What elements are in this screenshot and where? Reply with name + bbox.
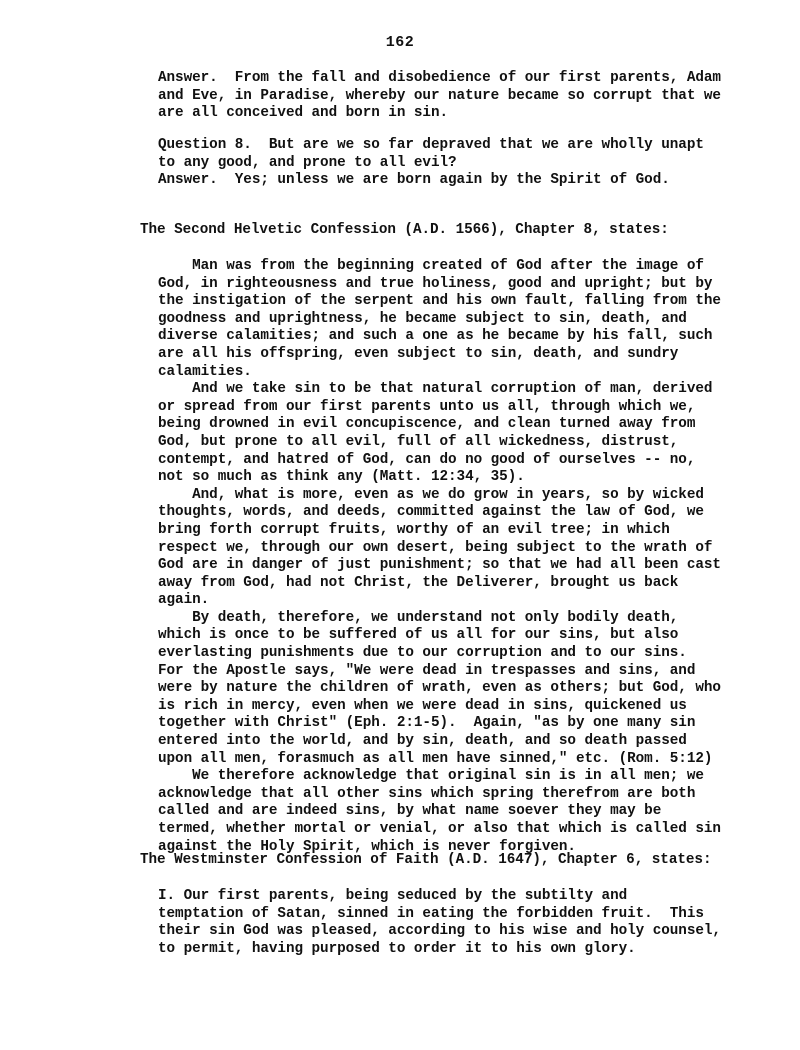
westminster-confession-quote: I. Our first parents, being seduced by the subtilty and temptation of Satan, sinned in eating the forbidden fruit. This their sin God was pleased, according to his wise and holy counsel, to permit, having purposed to order it to his own glory. (158, 888, 721, 957)
helvetic-confession-heading: The Second Helvetic Confession (A.D. 1566), Chapter 8, states: (140, 222, 669, 238)
helvetic-confession-quote: Man was from the beginning created of God after the image of God, in righteousness and true holiness, good and upright; but by the instigation of the serpent and his own fault, falling from the goodness and uprightness, he became subject to sin, death, and diverse calamities; and such a one as he became by his fall, such are all his offspring, even subject to sin, death, and sundry calamities. And we take sin to be that natural corruption of man, derived or spread from our first parents unto us all, through which we, being drowned in evil concupiscence, and clean turned away from God, but prone to all evil, full of all wickedness, distrust, contempt, and hatred of God, can do no good of ourselves -- no, not so much as think any (Matt. 12:34, 35). And, what is more, even as we do grow in years, so by wicked thoughts, words, and deeds, committed against the law of God, we bring forth corrupt fruits, worthy of an evil tree; in which respect we, through our own desert, being subject to the wrath of God are in danger of just punishment; so that we had all been cast away from God, had not Christ, the Deliverer, brought us back again. By death, therefore, we understand not only bodily death, which is once to be suffered of us all for our sins, but also everlasting punishments due to our corruption and to our sins. For the Apostle says, "We were dead in trespasses and sins, and were by nature the children of wrath, even as others; but God, who is rich in mercy, even when we were dead in sins, quickened us together with Christ" (Eph. 2:1-5). Again, "as by one many sin entered into the world, and by sin, death, and so death passed upon all men, forasmuch as all men have sinned," etc. (Rom. 5:12) We therefore acknowledge that original sin is in all men; we acknowledge that all other sins which spring therefrom are both called and are indeed sins, by what name soever they may be termed, whether mortal or venial, or also that which is called sin against the Holy Spirit, which is never forgiven. (158, 258, 721, 855)
catechism-question-8: Question 8. But are we so far depraved that we are wholly unapt to any good, and prone to all evil? Answer. Yes; unless we are born again by the Spirit of God. (158, 137, 704, 189)
page-number: 162 (385, 34, 415, 51)
westminster-confession-heading: The Westminster Confession of Faith (A.D. 1647), Chapter 6, states: (140, 852, 712, 868)
catechism-answer-7: Answer. From the fall and disobedience of our first parents, Adam and Eve, in Paradise, whereby our nature became so corrupt that we are all conceived and born in sin. (158, 70, 721, 122)
